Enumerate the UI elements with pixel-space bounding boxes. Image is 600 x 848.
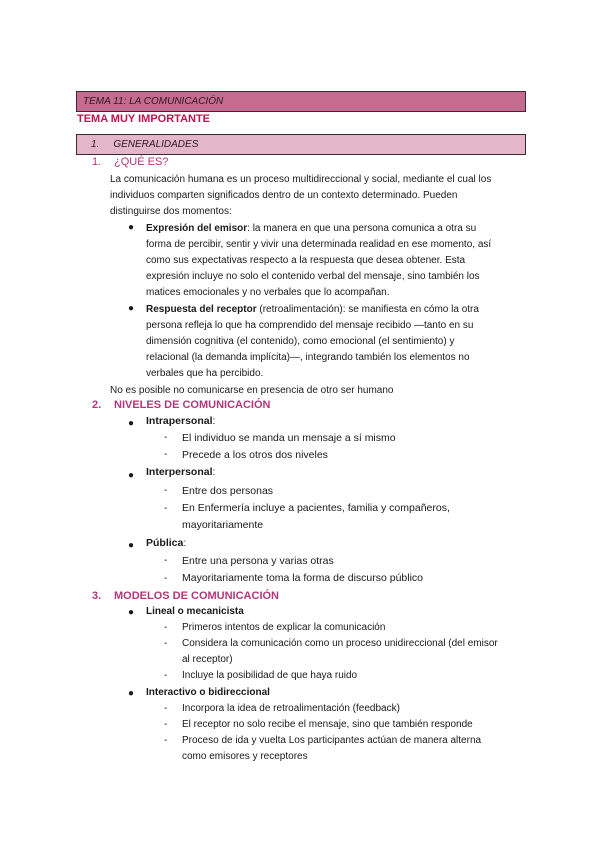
topic-title-banner [76, 91, 526, 112]
level-intrapersonal: Intrapersonal: [146, 415, 216, 427]
dash-icon: - [164, 485, 168, 496]
s1-intro: La comunicación humana es un proceso multidireccional y social, mediante el cual los individuos comparten significados dentro de un contexto determinado. Pueden distinguirse dos momentos: [110, 174, 492, 217]
topic-title: TEMA 11: LA COMUNICACIÓN [83, 96, 224, 107]
section-banner [76, 134, 526, 155]
list-item: Proceso de ida y vuelta Los participantes actúan de manera alterna como emisores y receptores [182, 735, 482, 762]
s3-heading: 3. MODELOS DE COMUNICACIÓN [92, 590, 279, 602]
list-item: En Enfermería incluye a pacientes, familia y compañeros, mayoritariamente [182, 502, 450, 531]
s1-item-receptor: Respuesta del receptor (retroalimentación): se manifiesta en cómo la otra persona refleja lo que ha comprendido del mensaje recibido —tanto en su dimensión cognitiva (el contenido), como emocional (el sentimiento) y relacional (la demanda implícita)—, integrando también los elementos no verbales que ha percibido. [146, 304, 479, 379]
dash-icon: - [164, 670, 168, 681]
dash-icon: - [164, 638, 168, 649]
level-publica: Pública: [146, 537, 187, 549]
section-banner-title: GENERALIDADES [113, 139, 199, 150]
list-item: Mayoritariamente toma la forma de discurso público [182, 572, 424, 584]
dash-icon: - [164, 555, 168, 566]
list-item: Considera la comunicación como un proceso unidireccional (del emisor al receptor) [182, 638, 498, 665]
s1-heading: 1. ¿QUÉ ES? [92, 156, 169, 168]
s1-closing: No es posible no comunicarse en presencia de otro ser humano [110, 385, 394, 396]
dash-icon: - [164, 703, 168, 714]
model-interactivo: Interactivo o bidireccional [146, 687, 270, 698]
bullet-icon: ● [128, 607, 135, 618]
term: Respuesta del receptor [146, 304, 257, 315]
level-interpersonal: Interpersonal: [146, 466, 216, 478]
list-item: El individuo se manda un mensaje a sí mismo [182, 432, 396, 444]
list-item: Entre dos personas [182, 485, 274, 497]
dash-icon: - [164, 622, 168, 633]
dash-icon: - [164, 735, 168, 746]
s2-heading: 2. NIVELES DE COMUNICACIÓN [92, 399, 271, 411]
bullet-icon: ● [128, 540, 135, 551]
model-lineal: Lineal o mecanicista [146, 606, 244, 617]
dash-icon: - [164, 503, 168, 514]
list-item: El receptor no solo recibe el mensaje, sino que también responde [182, 719, 473, 730]
dash-icon: - [164, 719, 168, 730]
s1-item-emisor: Expresión del emisor: la manera en que una persona comunica a otra su forma de percibir, sentir y vivir una determinada realidad en ese momento, así como sus expectativas respecto a la respuesta que desea obtener. Esta expresión incluye no solo el contenido verbal del mensaje, sino también los matices emocionales y no verbales que lo acompañan. [146, 223, 492, 298]
term: Expresión del emisor [146, 223, 248, 234]
dash-icon: - [164, 432, 168, 443]
section-banner-number: 1. [91, 139, 100, 150]
bullet-icon: ● [128, 418, 135, 429]
importance-note: TEMA MUY IMPORTANTE [77, 113, 211, 125]
bullet-icon: ● [128, 470, 135, 481]
list-item: Incorpora la idea de retroalimentación (feedback) [182, 703, 400, 714]
dash-icon: - [164, 573, 168, 584]
list-item: Entre una persona y varias otras [182, 555, 334, 567]
list-item: Incluye la posibilidad de que haya ruido [182, 670, 358, 681]
bullet-icon: ● [128, 222, 135, 233]
dash-icon: - [164, 449, 168, 460]
list-item: Precede a los otros dos niveles [182, 449, 328, 461]
bullet-icon: ● [128, 688, 135, 699]
bullet-icon: ● [128, 303, 135, 314]
list-item: Primeros intentos de explicar la comunicación [182, 622, 386, 633]
